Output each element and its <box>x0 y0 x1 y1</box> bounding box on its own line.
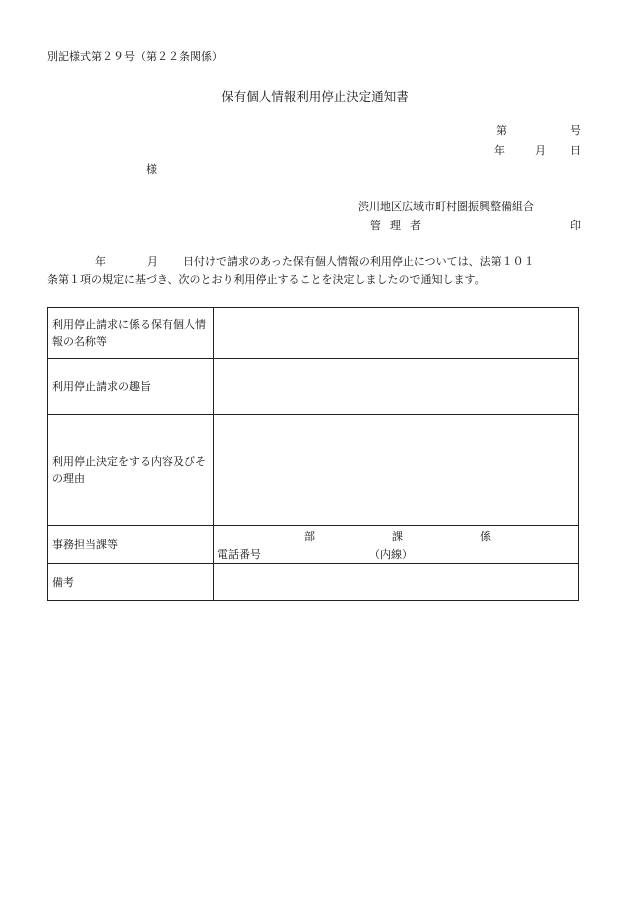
organization-name: 渋川地区広域市町村圏振興整備組合 <box>358 200 534 213</box>
department-bu-label: 部 <box>304 530 315 543</box>
table-row <box>48 526 579 564</box>
body-line-1-text: 日付けで請求のあった保有個人情報の利用停止については、法第１０１ <box>183 255 535 268</box>
table-row <box>48 415 579 526</box>
notice-form-table <box>47 307 579 601</box>
addressee-suffix: 様 <box>146 163 157 176</box>
row-label-department: 事務担当課等 <box>48 526 214 564</box>
row-label-remarks: 備考 <box>48 564 214 601</box>
document-title: 保有個人情報利用停止決定通知書 <box>221 89 409 104</box>
row-label-info-name: 利用停止請求に係る保有個人情報の名称等 <box>48 308 214 359</box>
manager-title: 管理者 <box>370 219 430 232</box>
department-ka-label: 課 <box>392 530 403 543</box>
body-line-2: 条第１項の規定に基づき、次のとおり利用停止することを決定しましたので通知します。 <box>47 273 486 286</box>
row-value-info-name <box>214 308 579 359</box>
form-number: 別記様式第２９号（第２２条関係） <box>47 50 223 63</box>
table-row <box>48 359 579 415</box>
row-value-request-purpose <box>214 359 579 415</box>
row-value-decision-reason <box>214 415 579 526</box>
number-prefix: 第 <box>496 124 507 137</box>
row-label-request-purpose: 利用停止請求の趣旨 <box>48 359 214 415</box>
row-label-decision-reason: 利用停止決定をする内容及びその理由 <box>48 415 214 526</box>
date-day-label: 日 <box>570 144 581 157</box>
row-value-remarks <box>214 564 579 601</box>
phone-number-label: 電話番号 <box>217 548 261 561</box>
body-month-label: 月 <box>147 255 158 268</box>
date-year-label: 年 <box>494 144 505 157</box>
body-year-label: 年 <box>95 255 106 268</box>
department-kakari-label: 係 <box>480 530 491 543</box>
date-month-label: 月 <box>535 144 546 157</box>
seal-mark: 印 <box>570 219 581 232</box>
table-row <box>48 308 579 359</box>
table-row <box>48 564 579 601</box>
extension-label: （内線） <box>369 548 413 561</box>
number-suffix: 号 <box>570 124 581 137</box>
row-value-department <box>214 526 579 564</box>
